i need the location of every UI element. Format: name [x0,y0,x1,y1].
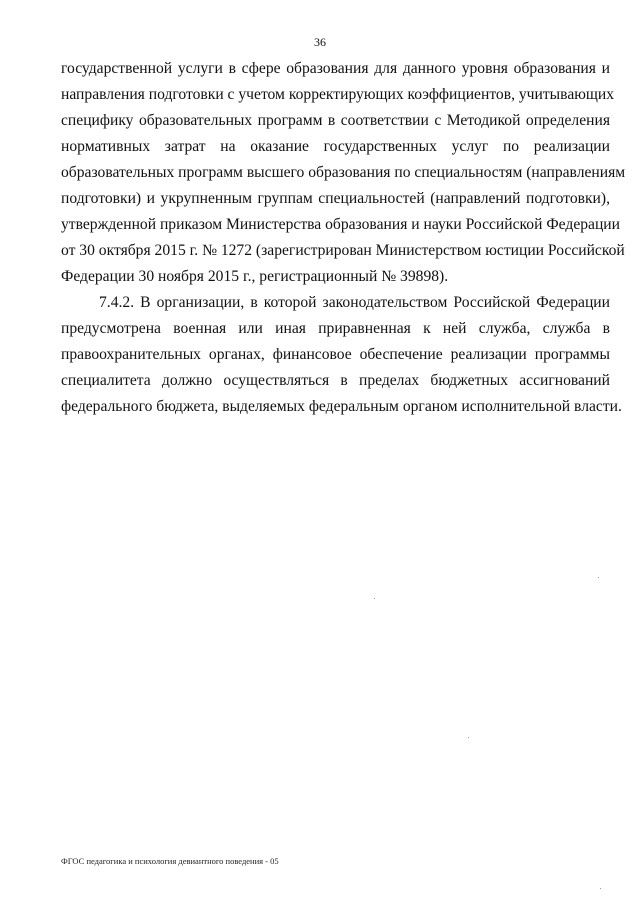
scan-speck [374,598,375,599]
text-line: федерального бюджета, выделяемых федеральным органом исполнительной власти. [61,398,622,415]
paragraph-2 [61,290,622,420]
scan-speck [598,577,599,578]
text-line: от 30 октября 2015 г. № 1272 (зарегистрирован Министерством юстиции Российской [61,242,625,259]
document-body [61,56,626,420]
scan-speck [468,737,469,738]
scan-speck [600,888,601,889]
text-line: 7.4.2. В организации, в которой законодательством Российской Федерации [99,294,610,311]
text-line: предусмотрена военная или иная приравненная к ней служба, служба в [61,320,610,337]
page-footer: ФГОС педагогика и психология девиантного поведения - 05 [61,856,279,866]
text-line: утвержденной приказом Министерства образования и науки Российской Федерации [61,216,620,233]
text-line: Федерации 30 ноября 2015 г., регистрационный № 39898). [61,268,449,285]
text-line: подготовки) и укрупненным группам специальностей (направлений подготовки), [61,190,610,207]
text-line: направления подготовки с учетом корректирующих коэффициентов, учитывающих [61,86,615,103]
text-line: образовательных программ высшего образования по специальностям (направлениям [61,164,626,181]
paragraph-1 [61,56,626,290]
text-line: правоохранительных органах, финансовое обеспечение реализации программы [61,346,610,363]
text-line: государственной услуги в сфере образования для данного уровня образования и [61,60,610,77]
page-number: 36 [314,35,326,49]
text-line: нормативных затрат на оказание государственных услуг по реализации [61,138,610,155]
text-line: специфику образовательных программ в соответствии с Методикой определения [61,112,610,129]
text-line: специалитета должно осуществляться в пределах бюджетных ассигнований [61,372,610,389]
